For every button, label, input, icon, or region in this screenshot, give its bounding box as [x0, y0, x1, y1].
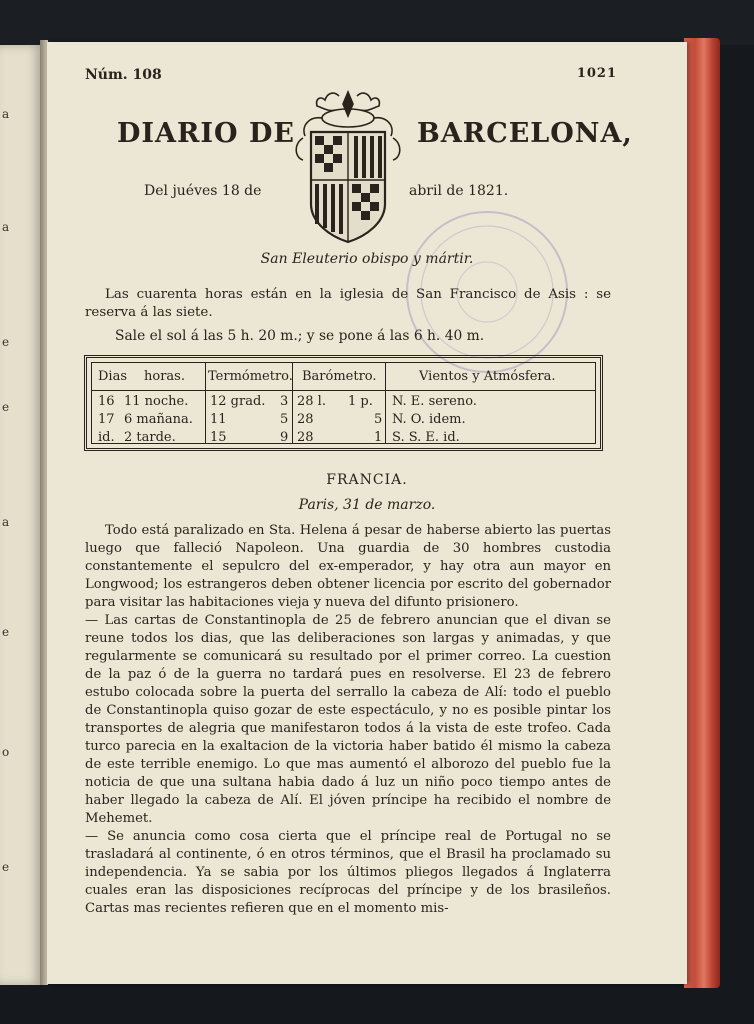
masthead-title-right: BARCELONA,: [417, 118, 633, 149]
weather-temp-frac: 5: [280, 412, 289, 427]
left-page-letter: e: [2, 335, 10, 349]
article-paragraph: — Las cartas de Constantinopla de 25 de febrero anuncian que el divan se reune todos los dias, que las deliberaciones son largas y animadas, y que regularmente se comunicará su resultado por el primer correo. La cuestion de la paz ó de la guerra no tardará pues en resolverse. El 23 de febrero estubo colocada sobre la puerta del serrallo la cabeza de Alí: todo el pueblo de Constantinopla quiso gozar de este espectáculo, y no es posible pintar los transportes de alegria que manifestaron todos á la vista de este trofeo. Cada turco parecia en la exaltacion de la victoria haber batido él mismo la cabeza de este terrible enemigo. Lo que mas aumentó el alborozo del pueblo fue la noticia de que una sultana habia dado á luz un niño poco tiempo antes de haber llegado la cabeza de Alí. El jóven príncipe ha recibido el nombre de Mehemet.: [85, 613, 611, 826]
weather-hour: 6 mañana.: [124, 412, 193, 427]
weather-wind: N. E. sereno.: [392, 394, 477, 409]
article-body: [85, 522, 611, 918]
article-paragraph: Todo está paralizado en Sta. Helena á pesar de haberse abierto las puertas luego que falleció Napoleon. Una guardia de 30 hombres custodia constantemente el sepulcro del ex-emperador, y hay otra aun mayor en Longwood; los estrangeros deben obtener licencia por escrito del gobernador para visitar las habitaciones vieja y nueva del difunto prisionero.: [85, 523, 611, 610]
masthead-title-left: DIARIO DE: [117, 118, 295, 149]
weather-wind: S. S. E. id.: [392, 430, 460, 445]
weather-temp: 11: [210, 412, 227, 427]
left-page-letter: a: [2, 107, 10, 121]
left-page-fragment: [0, 45, 42, 985]
left-page-letter: e: [2, 860, 10, 874]
background: [0, 0, 754, 45]
left-page-letter: e: [2, 400, 10, 414]
weather-header-days: Dias: [98, 369, 128, 384]
saint-of-day: San Eleuterio obispo y mártir.: [260, 251, 474, 267]
weather-header-hours: horas.: [144, 369, 185, 384]
date-line-right: abril de 1821.: [409, 183, 509, 199]
weather-header-barometer: Barómetro.: [302, 369, 377, 384]
weather-pressure: 28: [297, 412, 314, 427]
left-page-letter: a: [2, 515, 10, 529]
forty-hours-notice: Las cuarenta horas están en la iglesia de San Francisco de Asis : se reserva á las siete.: [85, 287, 611, 320]
newspaper-page: [47, 42, 687, 984]
weather-header-winds: Vientos y Atmósfera.: [419, 369, 556, 384]
weather-day: 17: [98, 412, 115, 427]
left-page-letter: o: [2, 745, 10, 759]
page-edge: [684, 38, 720, 988]
page-number: 1021: [576, 66, 617, 81]
left-page-letter: a: [2, 220, 10, 234]
left-page-letter: e: [2, 625, 10, 639]
weather-pressure-frac: 1 p.: [348, 394, 373, 409]
weather-temp-frac: 3: [280, 394, 289, 409]
weather-table: [84, 355, 603, 451]
article-paragraph: — Se anuncia como cosa cierta que el príncipe real de Portugal no se trasladará al continente, ó en otros términos, que el Brasil ha proclamado su independencia. Ya se sabia por los últimos pliegos llegados á Inglaterra cuales eran las disposiciones recíprocas del príncipe y de los brasileños. Cartas mas recientes refieren que en el momento mis-: [85, 829, 611, 916]
weather-pressure-frac: 5: [374, 412, 383, 427]
weather-pressure: 28: [297, 430, 314, 445]
weather-pressure: 28 l.: [297, 394, 326, 409]
weather-day: 16: [98, 394, 115, 409]
issue-number: Núm. 108: [85, 67, 162, 83]
section-title: FRANCIA.: [326, 472, 408, 488]
weather-temp: 12 grad.: [210, 394, 266, 409]
weather-pressure-frac: 1: [374, 430, 383, 445]
weather-temp-frac: 9: [280, 430, 289, 445]
weather-day: id.: [98, 430, 115, 445]
weather-header-thermometer: Termómetro.: [208, 369, 293, 384]
weather-wind: N. O. idem.: [392, 412, 466, 427]
weather-temp: 15: [210, 430, 227, 445]
weather-hour: 2 tarde.: [124, 430, 176, 445]
article-dateline: Paris, 31 de marzo.: [298, 497, 436, 513]
sunrise-sunset: Sale el sol á las 5 h. 20 m.; y se pone á las 6 h. 40 m.: [115, 328, 485, 344]
date-line-left: Del juéves 18 de: [144, 183, 262, 199]
weather-hour: 11 noche.: [124, 394, 189, 409]
